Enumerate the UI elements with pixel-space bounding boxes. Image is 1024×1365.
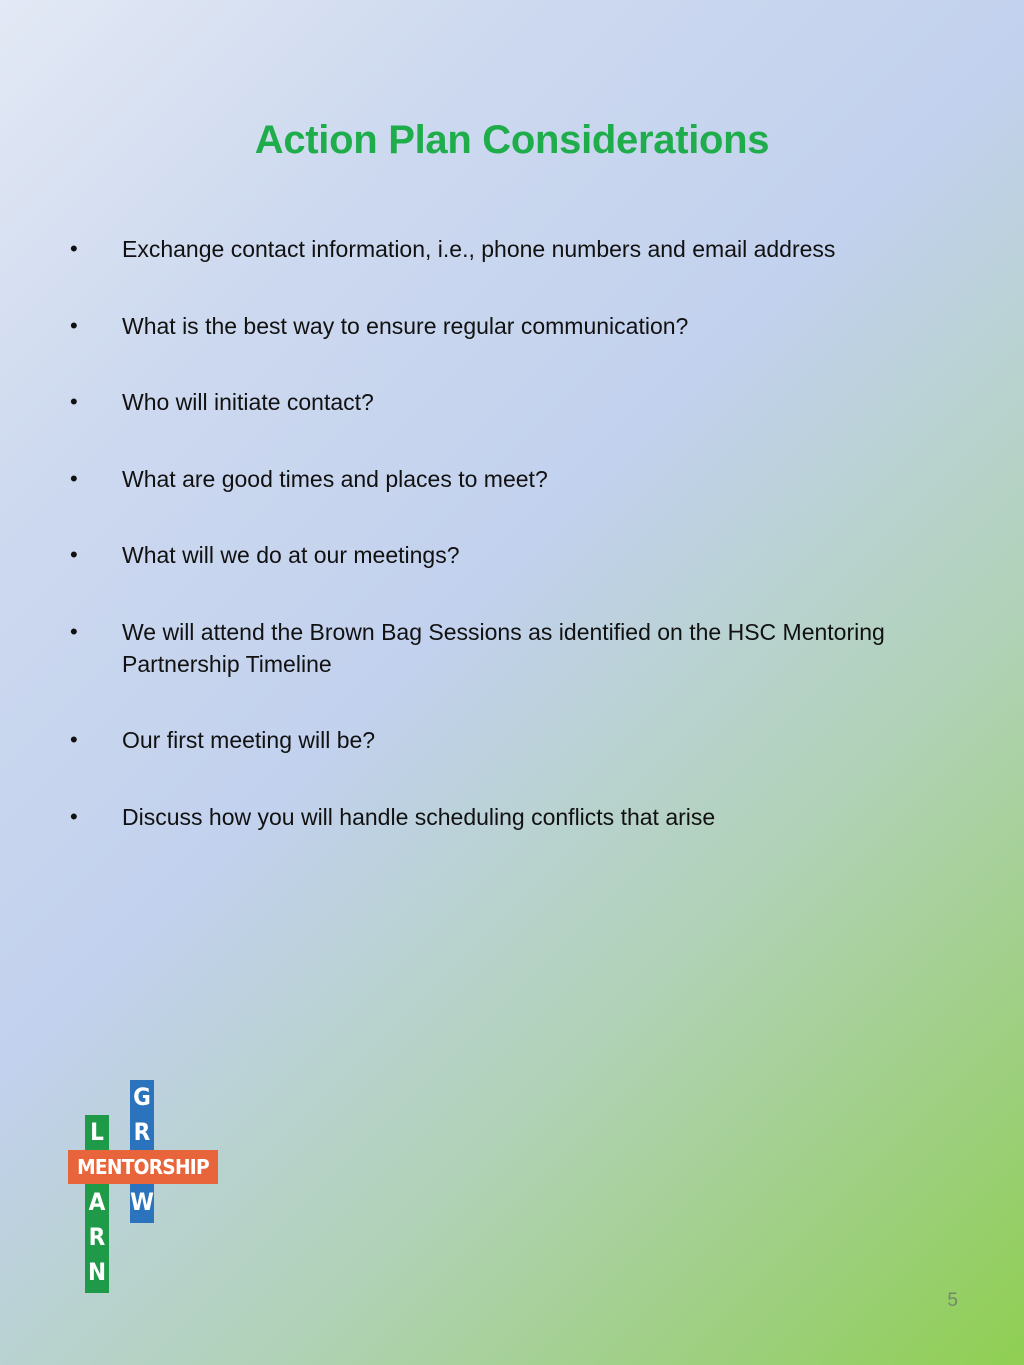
bullet-text: What is the best way to ensure regular communication?: [122, 312, 689, 339]
bullet-item: [0, 386, 1024, 418]
mentorship-logo: [68, 1080, 218, 1294]
bullet-icon: •: [70, 389, 78, 414]
bullet-text: What are good times and places to meet?: [122, 465, 548, 492]
bullet-icon: •: [70, 727, 78, 752]
logo-letter: L: [90, 1118, 104, 1146]
logo-letter: R: [88, 1223, 106, 1251]
bullet-icon: •: [70, 803, 78, 829]
bullet-item: [0, 616, 1024, 680]
logo-letter: G: [133, 1083, 151, 1111]
bullet-icon: •: [70, 465, 78, 491]
logo-letter: A: [88, 1188, 106, 1216]
bullet-item: [0, 463, 1024, 495]
page-number: 5: [947, 1290, 958, 1311]
bullet-text: Our first meeting will be?: [122, 727, 376, 753]
bullet-item: [0, 233, 1024, 265]
bullet-text: Discuss how you will handle scheduling conflicts that arise: [122, 803, 716, 830]
bullet-text: Exchange contact information, i.e., phone numbers and email address: [122, 236, 836, 262]
bullet-text: We will attend the Brown Bag Sessions as identified on the HSC Mentoring Partnership Timeline: [122, 618, 885, 677]
bullet-item: [0, 310, 1024, 342]
bullet-icon: •: [70, 236, 78, 261]
bullet-item: [0, 724, 1024, 756]
logo-letter: N: [87, 1258, 107, 1286]
bullet-item: [0, 539, 1024, 571]
bullet-icon: •: [70, 312, 78, 338]
bullet-text: What will we do at our meetings?: [122, 542, 460, 568]
bullet-list: [0, 233, 1024, 877]
logo-letter: W: [130, 1188, 154, 1216]
bullet-item: [0, 801, 1024, 833]
logo-word-mentorship: MENTORSHIP: [77, 1155, 209, 1179]
bullet-text: Who will initiate contact?: [122, 389, 374, 415]
slide-title: Action Plan Considerations: [254, 118, 770, 162]
logo-letter: R: [133, 1118, 151, 1146]
bullet-icon: •: [70, 542, 78, 567]
bullet-icon: •: [70, 618, 78, 644]
